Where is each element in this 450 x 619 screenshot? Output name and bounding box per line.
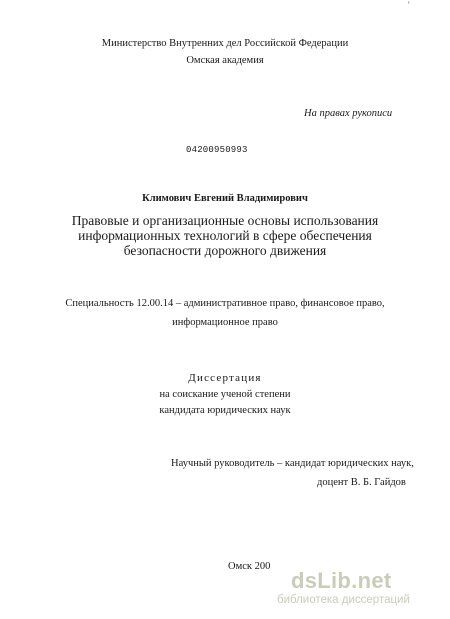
author-name: Климович Евгений Владимирович — [142, 193, 308, 204]
manuscript-rights-note: На правах рукописи — [304, 108, 393, 119]
title-line: информационных технологий в сфере обеспечения — [78, 228, 372, 243]
ministry-heading: Министерство Внутренних дел Российской Федерации — [101, 38, 349, 49]
advisor-name: доцент В. Б. Гайдов — [317, 477, 406, 488]
degree-seeking-line: на соискание ученой степени — [159, 389, 291, 400]
title-line: безопасности дорожного движения — [123, 243, 327, 258]
watermark-subtitle: библиотека диссертаций — [277, 594, 410, 606]
watermark-logo: dsLib.net — [291, 568, 392, 593]
specialty-line: информационное право — [172, 317, 278, 328]
dissertation-label: Диссертация — [188, 372, 262, 384]
academy-heading: Омская академия — [186, 55, 264, 66]
corner-mark: ' — [408, 0, 410, 10]
dissertation-title — [0, 213, 450, 258]
city-year: Омск 200 — [228, 561, 271, 572]
title-line: Правовые и организационные основы использования — [71, 213, 379, 228]
specialty-line: Специальность 12.00.14 – административное право, финансовое право, — [65, 298, 385, 309]
advisor-line: Научный руководитель – кандидат юридических наук, — [171, 458, 414, 469]
document-number: 04200950993 — [186, 145, 248, 155]
degree-line: кандидата юридических наук — [159, 405, 291, 416]
